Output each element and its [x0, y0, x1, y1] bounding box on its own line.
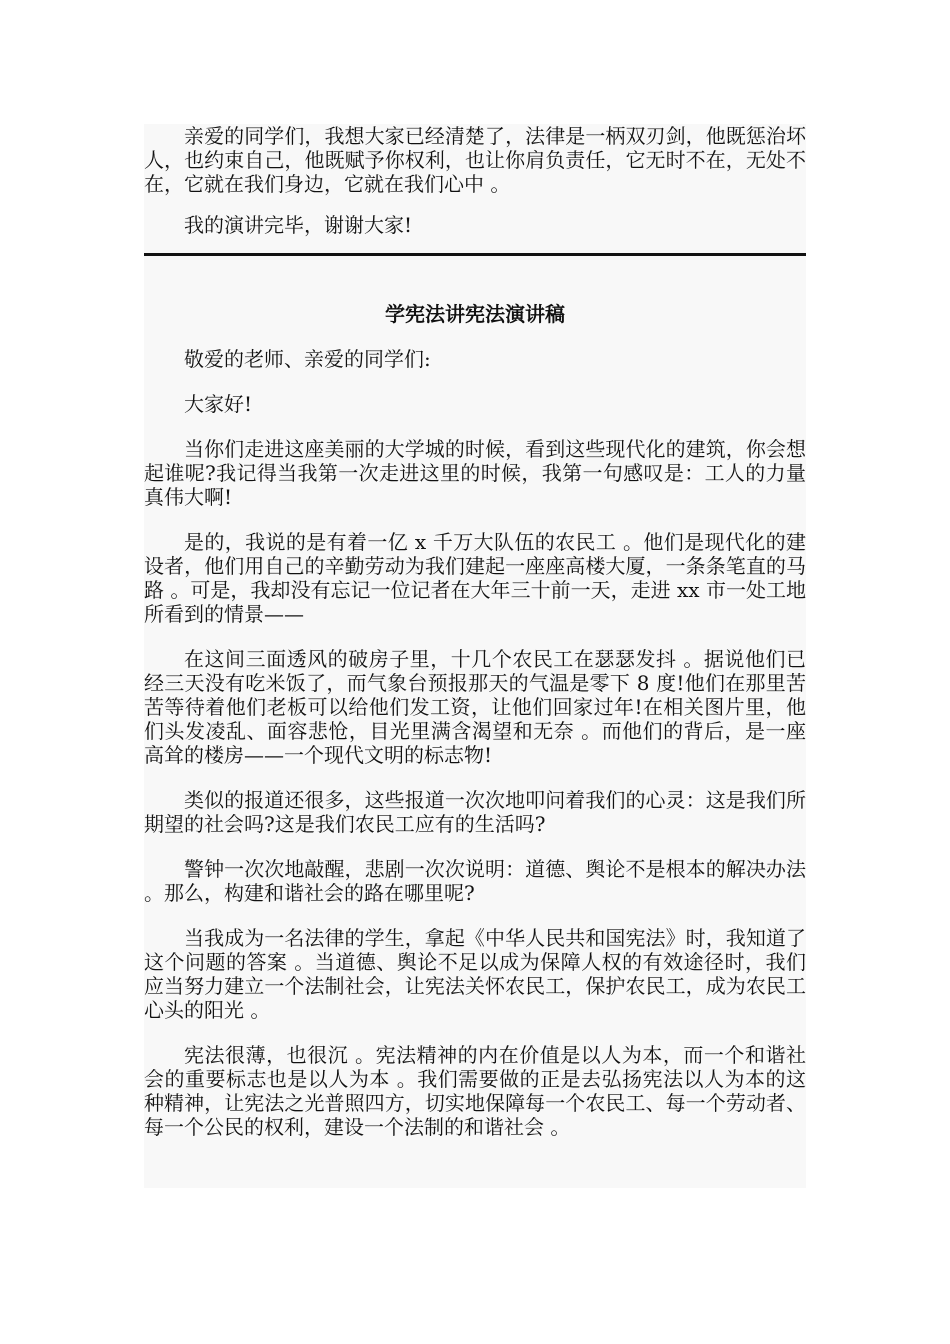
spacer [144, 371, 806, 392]
previous-sign-off: 我的演讲完毕，谢谢大家! [184, 213, 413, 237]
article-paragraph: 警钟一次次地敲醒，悲剧一次次说明：道德、舆论不是根本的解决办法 。那么，构建和谐社会的路在哪里呢? [144, 857, 806, 905]
article-salutation: 敬爱的老师、亲爱的同学们: [184, 347, 431, 371]
section-divider [144, 253, 806, 256]
spacer [144, 416, 806, 437]
spacer [144, 1022, 806, 1043]
document-body [144, 124, 806, 1139]
spacer [144, 326, 806, 347]
article-paragraph: 当你们走进这座美丽的大学城的时候，看到这些现代化的建筑，你会想起谁呢?我记得当我第一次走进这里的时候，我第一句感叹是：工人的力量真伟大啊! [144, 437, 806, 509]
spacer [144, 767, 806, 788]
spacer [144, 905, 806, 926]
article-paragraph: 当我成为一名法律的学生，拿起《中华人民共和国宪法》时，我知道了这个问题的答案 。当道德、舆论不足以成为保障人权的有效途径时，我们应当努力建立一个法制社会，让宪法关怀农民工，保护农民工，成为农民工心头的阳光 。 [144, 926, 806, 1022]
previous-closing-paragraph: 亲爱的同学们，我想大家已经清楚了，法律是一柄双刃剑，他既惩治坏人，也约束自己，他既赋予你权利，也让你肩负责任，它无时不在，无处不在，它就在我们身边，它就在我们心中 。 [144, 124, 806, 196]
article-title: 学宪法讲宪法演讲稿 [385, 302, 565, 326]
article-paragraph: 是的，我说的是有着一亿 x 千万大队伍的农民工 。他们是现代化的建设者，他们用自己的辛勤劳动为我们建起一座座高楼大厦，一条条笔直的马路 。可是，我却没有忘记一位记者在大年三十前一天，走进 xx 市一处工地所看到的情景—— [144, 530, 806, 626]
article-paragraph: 类似的报道还很多，这些报道一次次地叩问着我们的心灵：这是我们所期望的社会吗?这是我们农民工应有的生活吗? [144, 788, 806, 836]
spacer [144, 196, 806, 213]
spacer [144, 626, 806, 647]
spacer [144, 836, 806, 857]
spacer [144, 509, 806, 530]
article-greeting: 大家好! [184, 392, 253, 416]
article-paragraph: 在这间三面透风的破房子里，十几个农民工在瑟瑟发抖 。据说他们已经三天没有吃米饭了，而气象台预报那天的气温是零下 8 度!他们在那里苦苦等待着他们老板可以给他们发工资，让他们回家过年!在相关图片里，他们头发凌乱、面容悲怆，目光里满含渴望和无奈 。而他们的背后，是一座高耸的楼房——一个现代文明的标志物! [144, 647, 806, 767]
article-paragraph: 宪法很薄，也很沉 。宪法精神的内在价值是以人为本，而一个和谐社会的重要标志也是以人为本 。我们需要做的正是去弘扬宪法以人为本的这种精神，让宪法之光普照四方，切实地保障每一个农民工、每一个劳动者、每一个公民的权利，建设一个法制的和谐社会 。 [144, 1043, 806, 1139]
